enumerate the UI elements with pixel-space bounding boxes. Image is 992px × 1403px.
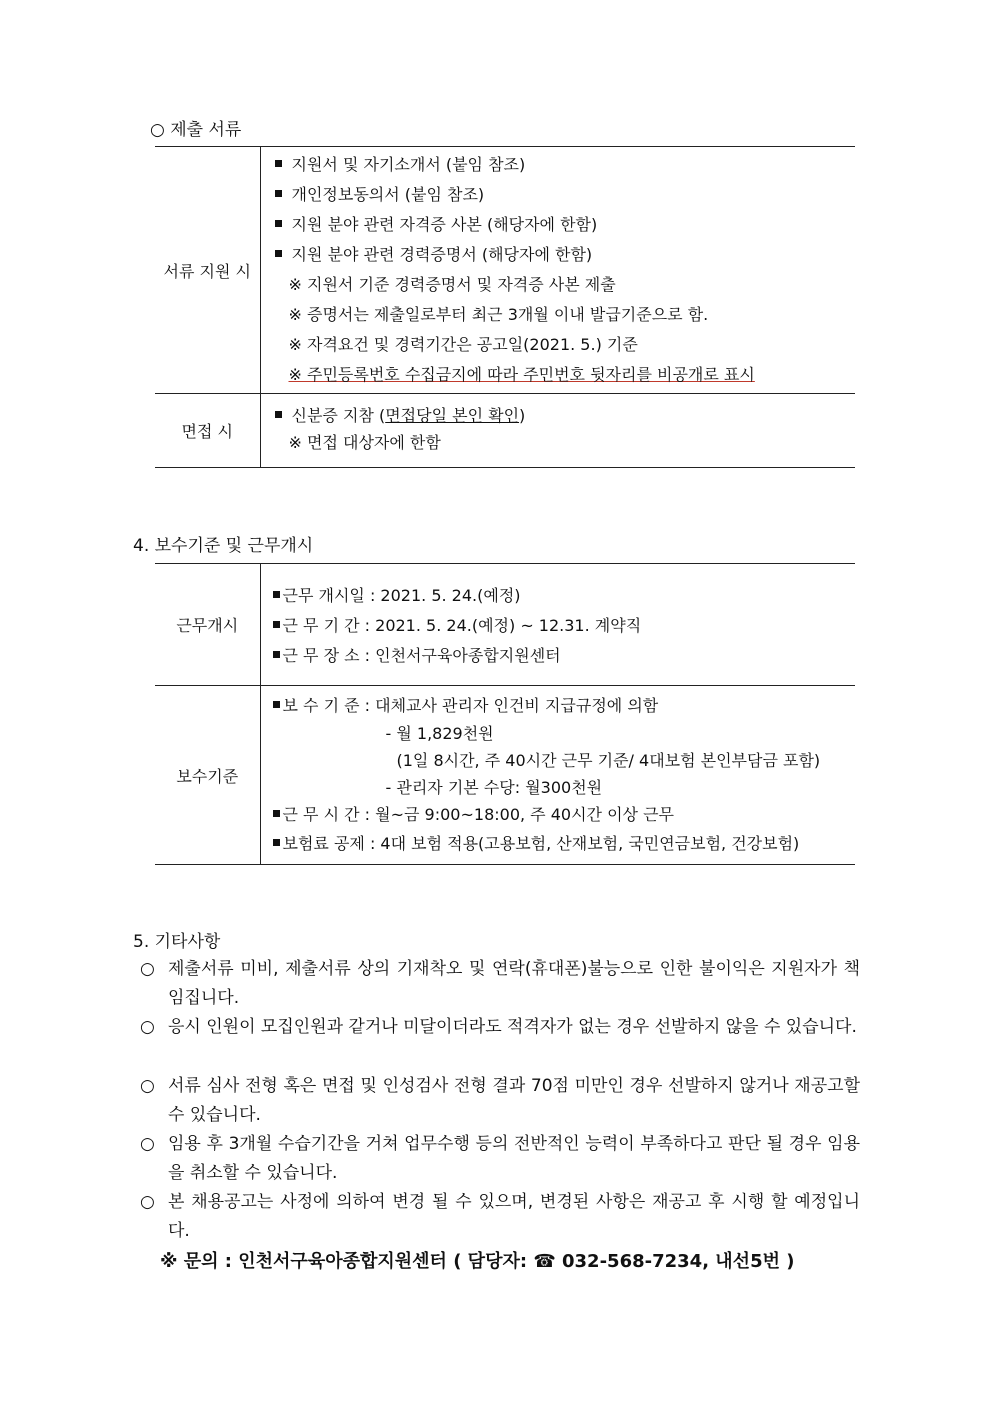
docs-row-application	[155, 147, 855, 394]
docs-bullet-4: 지원 분야 관련 경력증명서 (해당자에 한함)	[275, 240, 856, 270]
docs-row-interview	[155, 394, 855, 468]
square-bullet-icon	[273, 651, 280, 658]
contact-info: ※ 문의 : 인천서구육아종합지원센터 ( 담당자: ☎ 032-568-7234, 내선5번 )	[160, 1251, 795, 1272]
section-docs-heading: ○ 제출 서류	[150, 120, 242, 140]
work-start-line-2: 근 무 기 간 : 2021. 5. 24.(예정) ~ 12.31. 계약직	[273, 611, 856, 641]
pay-sub-1: - 월 1,829천원	[385, 724, 494, 743]
docs-note-1: ※ 지원서 기준 경력증명서 및 자격증 사본 제출	[288, 275, 616, 294]
pay-sub-2: (1일 8시간, 주 40시간 근무 기준/ 4대보험 본인부담금 포함)	[396, 751, 821, 770]
pay-content	[260, 686, 855, 865]
circle-bullet-icon: ○	[140, 1192, 155, 1212]
square-bullet-icon	[273, 701, 280, 708]
section5-heading: 5. 기타사항	[133, 932, 221, 952]
docs-note-2: ※ 증명서는 제출일로부터 최근 3개월 이내 발급기준으로 함.	[288, 305, 709, 324]
square-bullet-icon	[273, 839, 280, 846]
circle-bullet-icon: ○	[140, 1076, 155, 1096]
notice-item-1: ○ 제출서류 미비, 제출서류 상의 기재착오 및 연락(휴대폰)불능으로 인한 불이익은 지원자가 책임집니다.	[140, 955, 860, 1013]
square-bullet-icon	[275, 190, 282, 197]
work-start-row	[155, 564, 855, 686]
work-start-line-1: 근무 개시일 : 2021. 5. 24.(예정)	[273, 581, 856, 611]
square-bullet-icon	[275, 160, 282, 167]
circle-bullet-icon: ○	[140, 1017, 155, 1037]
notice-item-4: ○ 임용 후 3개월 수습기간을 거쳐 업무수행 등의 전반적인 능력이 부족하다고 판단 될 경우 임용을 취소할 수 있습니다.	[140, 1130, 860, 1188]
docs-content-application	[260, 147, 855, 394]
pay-table	[155, 563, 855, 865]
work-start-label: 근무개시	[155, 564, 260, 686]
docs-table	[155, 146, 855, 468]
square-bullet-icon	[275, 411, 282, 418]
pay-line-2: 근 무 시 간 : 월~금 9:00~18:00, 주 40시간 이상 근무	[273, 801, 856, 829]
notice-item-2: ○ 응시 인원이 모집인원과 같거나 미달이더라도 적격자가 없는 경우 선발하지 않을 수 있습니다.	[140, 1013, 860, 1042]
square-bullet-icon	[273, 621, 280, 628]
square-bullet-icon	[273, 810, 280, 817]
notice-item-3: ○ 서류 심사 전형 혹은 면접 및 인성검사 전형 결과 70점 미만인 경우 선발하지 않거나 재공고할 수 있습니다.	[140, 1072, 860, 1130]
docs-bullet-1: 지원서 및 자기소개서 (붙임 참조)	[275, 150, 856, 180]
docs-label-application: 서류 지원 시	[155, 147, 260, 394]
interview-bullet: 신분증 지참 (면접당일 본인 확인)	[275, 402, 856, 429]
section4-heading: 4. 보수기준 및 근무개시	[133, 536, 314, 556]
docs-bullet-3: 지원 분야 관련 자격증 사본 (해당자에 한함)	[275, 210, 856, 240]
work-start-line-3: 근 무 장 소 : 인천서구육아종합지원센터	[273, 641, 856, 671]
docs-note-4: ※ 주민등록번호 수집금지에 따라 주민번호 뒷자리를 비공개로 표시	[288, 365, 755, 384]
docs-content-interview	[260, 394, 855, 468]
pay-line-3: 보험료 공제 : 4대 보험 적용(고용보험, 산재보험, 국민연금보험, 건강보험)	[273, 829, 856, 859]
interview-note: ※ 면접 대상자에 한함	[288, 433, 441, 452]
docs-note-3: ※ 자격요건 및 경력기간은 공고일(2021. 5.) 기준	[288, 335, 638, 354]
square-bullet-icon	[275, 220, 282, 227]
docs-bullet-2: 개인정보동의서 (붙임 참조)	[275, 180, 856, 210]
notice-item-5: ○ 본 채용공고는 사정에 의하여 변경 될 수 있으며, 변경된 사항은 재공고 후 시행 할 예정입니다.	[140, 1188, 860, 1246]
square-bullet-icon	[273, 591, 280, 598]
pay-line-1: 보 수 기 준 : 대체교사 관리자 인건비 지급규정에 의함	[273, 692, 856, 720]
pay-row	[155, 686, 855, 865]
work-start-content	[260, 564, 855, 686]
docs-label-interview: 면접 시	[155, 394, 260, 468]
circle-bullet-icon: ○	[140, 959, 155, 979]
pay-label: 보수기준	[155, 686, 260, 865]
pay-sub-3: - 관리자 기본 수당: 월300천원	[385, 778, 603, 797]
square-bullet-icon	[275, 250, 282, 257]
circle-bullet-icon: ○	[140, 1134, 155, 1154]
